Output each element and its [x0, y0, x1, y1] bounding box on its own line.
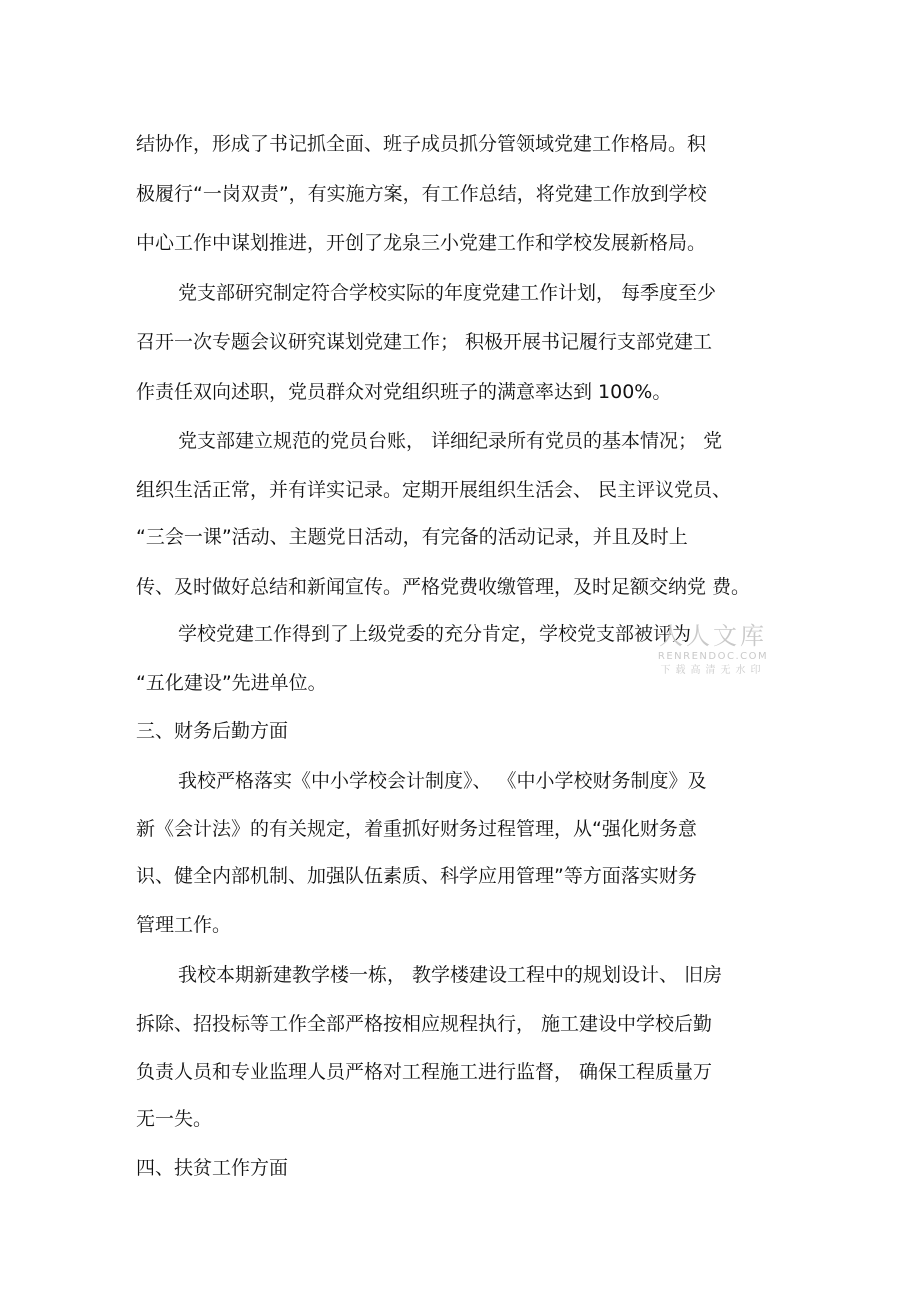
watermark-site: RENRENDOC.COM [657, 651, 769, 662]
section-heading: 三、财务后勤方面 [136, 720, 289, 742]
section-heading: 四、扶贫工作方面 [136, 1157, 289, 1179]
text-line: 负责人员和专业监理人员严格对工程施工进行监督， 确保工程质量万 [136, 1061, 713, 1083]
text-line: 作责任双向述职，党员群众对党组织班子的满意率达到 100%。 [136, 381, 672, 403]
text-line: 识、健全内部机制、加强队伍素质、科学应用管理”等方面落实财务 [136, 865, 697, 887]
text-line: 传、及时做好总结和新闻宣传。严格党费收缴管理，及时足额交纳党 费。 [136, 576, 751, 598]
paragraph-start: 我校本期新建教学楼一栋， 教学楼建设工程中的规划设计、 旧房 [178, 964, 723, 986]
text-line: “五化建设”先进单位。 [136, 672, 327, 694]
text-line: “三会一课”活动、主题党日活动，有完备的活动记录，并且及时上 [136, 526, 688, 548]
text-line: 极履行“一岗双责”，有实施方案，有工作总结，将党建工作放到学校 [136, 183, 707, 205]
text-line: 组织生活正常，并有详实记录。定期开展组织生活会、 民主评议党员、 [136, 479, 732, 501]
text-line: 管理工作。 [136, 914, 232, 936]
text-line: 召开一次专题会议研究谋划党建工作； 积极开展书记履行支部党建工 [136, 331, 713, 353]
paragraph-start: 学校党建工作得到了上级党委的充分肯定，学校党支部被评为 [178, 623, 692, 645]
text-line: 新《会计法》的有关规定，着重抓好财务过程管理，从“强化财务意 [136, 818, 697, 840]
text-line: 拆除、招投标等工作全部严格按相应规程执行， 施工建设中学校后勤 [136, 1013, 713, 1035]
paragraph-start: 党支部建立规范的党员台账， 详细纪录所有党员的基本情况； 党 [178, 430, 723, 452]
text-line: 中心工作中谋划推进，开创了龙泉三小党建工作和学校发展新格局。 [136, 232, 707, 254]
watermark-logo: 人人文库 [659, 622, 767, 650]
text-line: 无一失。 [136, 1108, 213, 1130]
watermark-slogan: 下载高清无水印 [660, 665, 766, 676]
paragraph-start: 党支部研究制定符合学校实际的年度党建工作计划， 每季度至少 [178, 282, 717, 304]
paragraph-start: 我校严格落实《中小学校会计制度》、 《中小学校财务制度》及 [178, 770, 707, 792]
text-line: 结协作，形成了书记抓全面、班子成员抓分管领域党建工作格局。积 [136, 133, 707, 155]
